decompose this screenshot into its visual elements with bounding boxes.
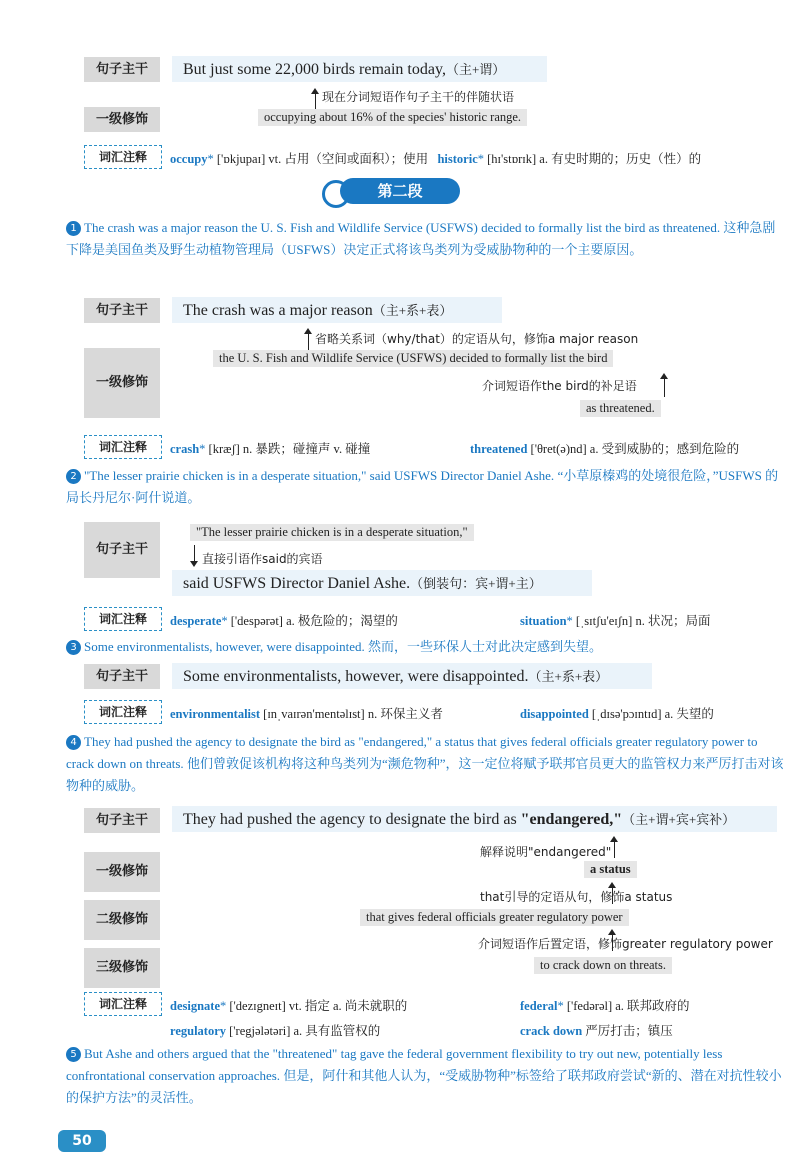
section-title: 第二段: [340, 178, 460, 204]
modifier-text: the U. S. Fish and Wildlife Service (USFWS) decided to formally list the bird: [213, 350, 613, 367]
arrow: [194, 545, 195, 565]
vocab-entry: crack down 严厉打击；镇压: [520, 1024, 673, 1038]
main-sentence: The crash was a major reason（主+系+表）: [183, 302, 453, 319]
main-tag: 句子主干: [84, 522, 160, 578]
main-tag: 句子主干: [84, 298, 160, 323]
modifier-text: a status: [584, 861, 637, 878]
grammar-note: 现在分词短语作句子主干的伴随状语: [322, 90, 515, 104]
modifier-text: that gives federal officials greater regulatory power: [360, 909, 629, 926]
quote-text: "The lesser prairie chicken is in a desperate situation,": [190, 524, 474, 541]
main-sentence: But just some 22,000 birds remain today,（主+谓）: [183, 61, 506, 78]
paragraph-3: 3 Some environmentalists, however, were disappointed. 然而，一些环保人士对此决定感到失望。: [66, 636, 786, 658]
main-tag: 句子主干: [84, 664, 160, 689]
arrow: [664, 375, 665, 397]
vocab-entry: federal* ['fedərəl] a. 联邦政府的: [520, 999, 690, 1013]
modifier-text: to crack down on threats.: [534, 957, 672, 974]
grammar-note: 介词短语作后置定语，修饰greater regulatory power: [478, 937, 773, 951]
mod1-tag: 一级修饰: [84, 852, 160, 892]
main-sentence: said USFWS Director Daniel Ashe.（倒装句：宾+谓+主）: [183, 575, 542, 592]
vocab-entry: threatened ['θret(ə)nd] a. 受到威胁的；感到危险的: [470, 442, 740, 456]
paragraph-2: 2 "The lesser prairie chicken is in a desperate situation," said USFWS Director Daniel Ashe. “小草原榛鸡的处境很危险，”USFWS 的局长丹尼尔·阿什说道。: [66, 468, 779, 505]
vocab-entry: designate* ['dezɪgneɪt] vt. 指定 a. 尚未就职的: [170, 999, 408, 1013]
vocab-entry: crash* [kræʃ] n. 暴跌；碰撞声 v. 碰撞: [170, 442, 371, 456]
mod1-tag: 一级修饰: [84, 107, 160, 132]
vocab-entry: environmentalist [ɪnˌvaɪrən'mentəlɪst] n. 环保主义者: [170, 707, 443, 721]
main-tag: 句子主干: [84, 57, 160, 82]
vocab-entry: regulatory ['regjələtəri] a. 具有监管权的: [170, 1024, 381, 1038]
vocab-tag: 词汇注释: [84, 992, 162, 1016]
mod2-tag: 二级修饰: [84, 900, 160, 940]
modifier-text: as threatened.: [580, 400, 661, 417]
grammar-note: 介词短语作the bird的补足语: [482, 379, 637, 393]
grammar-note: 解释说明"endangered": [480, 845, 612, 859]
modifier-text: occupying about 16% of the species' historic range.: [258, 109, 527, 126]
vocab-tag: 词汇注释: [84, 145, 162, 169]
vocab-tag: 词汇注释: [84, 607, 162, 631]
vocab-tag: 词汇注释: [84, 435, 162, 459]
vocab-tag: 词汇注释: [84, 700, 162, 724]
vocab-entry: situation* [ˌsɪtʃu'eɪʃn] n. 状况；局面: [520, 614, 711, 628]
mod1-tag: 一级修饰: [84, 348, 160, 418]
main-sentence: They had pushed the agency to designate the bird as "endangered,"（主+谓+宾+宾补）: [183, 811, 736, 828]
paragraph-5: 5 But Ashe and others argued that the "threatened" tag gave the federal government flexibility to try out new, potentially less confrontational conservation approaches. 但是，阿什和其他人认为，“受威胁物种”标签给了联邦政府尝试“新的、潜在对抗性较小的保护方法”的灵活性。: [66, 1046, 782, 1105]
mod3-tag: 三级修饰: [84, 948, 160, 988]
arrow: [308, 330, 309, 352]
grammar-note: 省略关系词（why/that）的定语从句，修饰a major reason: [315, 332, 639, 346]
page-number: 50: [58, 1130, 106, 1152]
vocab-entry: occupy* ['ɒkjupaɪ] vt. 占用（空间或面积）；使用 historic* [hɪ'stɒrɪk] a. 有史时期的；历史（性）的: [170, 152, 702, 166]
arrow: [614, 838, 615, 858]
arrow: [612, 931, 613, 951]
paragraph-1: 1 The crash was a major reason the U. S. Fish and Wildlife Service (USFWS) decided to formally list the bird as threatened. 这种急剧下降是美国鱼类及野生动植物管理局（USFWS）决定正式将该鸟类列为受威胁物种的一个主要原因。: [66, 220, 776, 257]
main-sentence: Some environmentalists, however, were disappointed.（主+系+表）: [183, 668, 609, 685]
paragraph-4: 4 They had pushed the agency to designate the bird as "endangered," a status that gives federal officials greater regulatory power to crack down on threats. 他们曾敦促该机构将这种鸟类列为“濒危物种”，这一定位将赋予联邦官员更大的监管权力来严厉打击对该物种的威胁。: [66, 734, 784, 793]
grammar-note: that引导的定语从句，修饰a status: [480, 890, 673, 904]
vocab-entry: desperate* ['despərət] a. 极危险的；渴望的: [170, 614, 398, 628]
arrow: [612, 884, 613, 904]
vocab-entry: disappointed [ˌdɪsə'pɔɪntɪd] a. 失望的: [520, 707, 714, 721]
main-tag: 句子主干: [84, 808, 160, 833]
grammar-note: 直接引语作said的宾语: [202, 552, 323, 566]
